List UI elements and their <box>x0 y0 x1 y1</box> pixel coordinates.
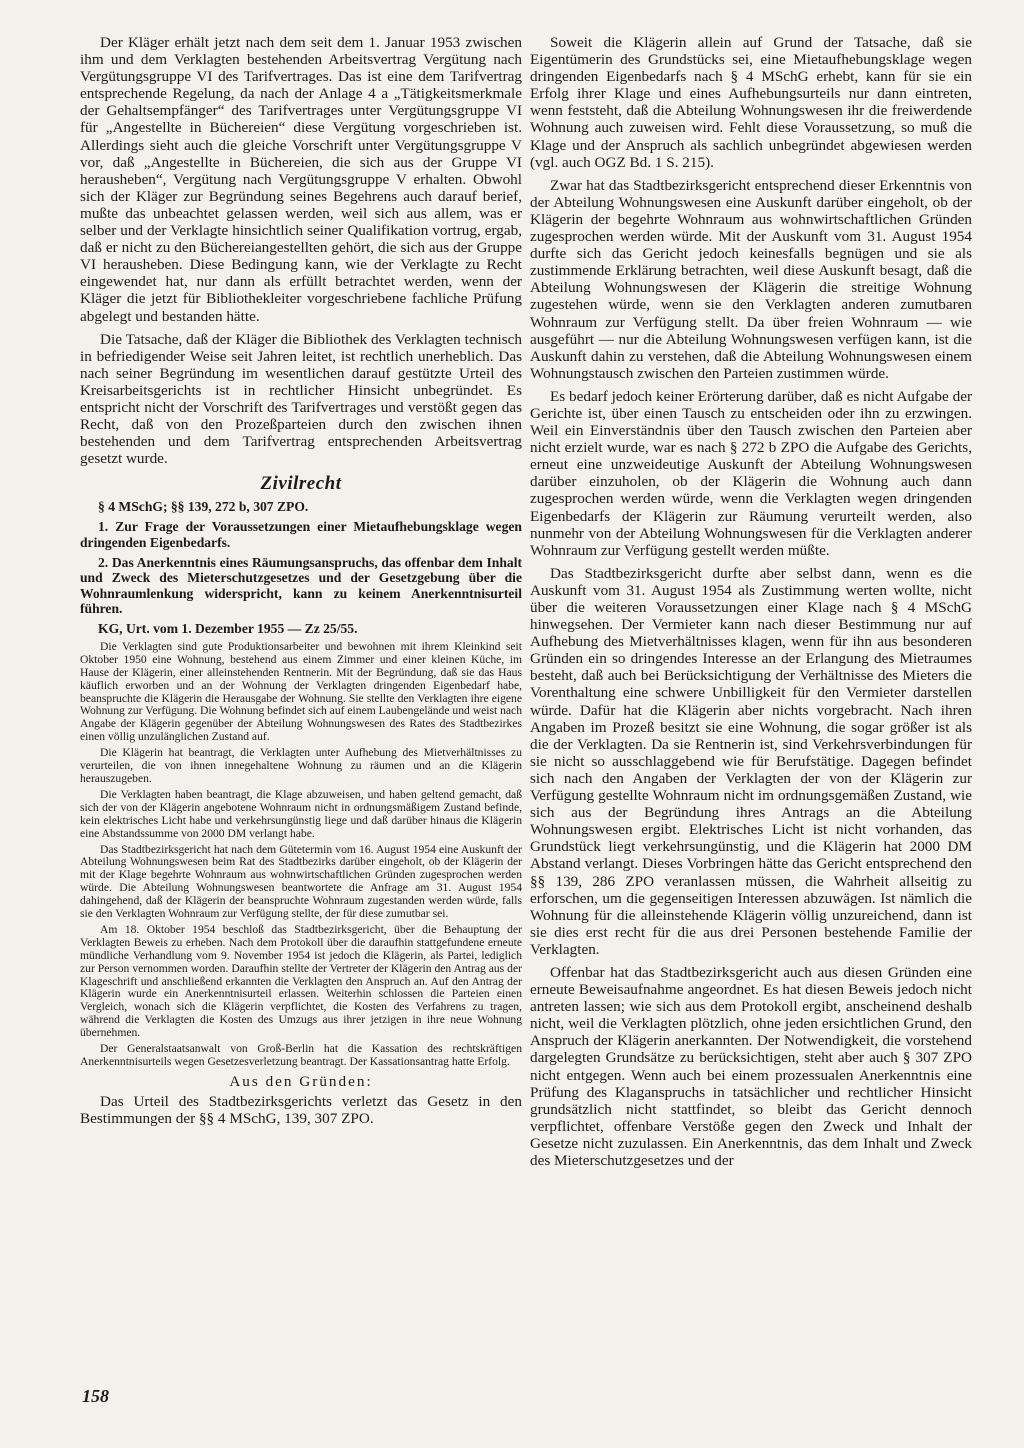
headnote: 2. Das Anerkenntnis eines Räumungsanspruchs, das offenbar dem Inhalt und Zweck des Mieterschutzgesetzes und der Gesetzgebung über die Wohnraumlenkung widerspricht, kann zu keinem Anerkenntnisurteil führen. <box>80 554 522 617</box>
paragraph: Die Tatsache, daß der Kläger die Bibliothek des Verklagten technisch in befriedigender Weise seit Jahren leitet, ist rechtlich unerheblich. Das nach seiner Begründung im wesentlichen darauf gestützte Urteil des Kreisarbeitsgerichts ist in rechtlicher Hinsicht unbegründet. Es entspricht nicht der Vorschrift des Tarifvertrages und verstößt gegen das Recht, daß von den Prozeßparteien durch den zwischen ihnen bestehenden und dem Tarifvertrag entsprechenden Arbeitsvertrag gesetzt wurde. <box>80 330 522 468</box>
paragraph: Die Verklagten sind gute Produktionsarbeiter und bewohnen mit ihrem Kleinkind seit Oktober 1950 eine Wohnung, bestehend aus einem Zimmer und einer kleinen Küche, im Hause der Klägerin, einer alleinstehenden Rentnerin. Mit der Begründung, daß sie das Haus käuflich erworben und an der Wohnung der Verklagten dringenden Eigenbedarf habe, beanspruchte die Klägerin die Herausgabe der Wohnung. Sie stellte den Verklagten ihre eigene Wohnung zur Verfügung. Die Wohnung befindet sich auf einem Laubengelände und weist nach Angabe der Klägerin gegenüber der Abteilung Wohnungswesen des Rates des Stadtbezirkes einen völlig unzulänglichen Zustand auf. <box>80 639 522 744</box>
paragraph: Offenbar hat das Stadtbezirksgericht auch aus diesen Gründen eine erneute Beweisaufnahme angeordnet. Es hat diesen Beweis jedoch nicht antreten lassen; wie sich aus dem Protokoll ergibt, anscheinend deshalb nicht, weil die Verklagten plötzlich, ohne jeden ersichtlichen Grund, den Anspruch der Klägerin anerkannten. Der Notwendigkeit, die vorstehend dargelegten Grundsätze zu berücksichtigen, steht aber auch § 307 ZPO nicht entgegen. Wenn auch bei einem prozessualen Anerkenntnis eine Prüfung des Klaganspruchs in tatsächlicher und rechtlicher Hinsicht grundsätzlich nicht stattfindet, so bleibt das Gericht dennoch verpflichtet, offenbare Verstöße gegen den Zweck und Inhalt der Gesetze nicht zuzulassen. Ein Anerkenntnis, das dem Inhalt und Zweck des Mieterschutzgesetzes und der <box>530 963 972 1169</box>
paragraph: Die Klägerin hat beantragt, die Verklagten unter Aufhebung des Mietverhältnisses zu verurteilen, die von ihnen innegehaltene Wohnung zu räumen und an die Klägerin herauszugeben. <box>80 746 522 785</box>
facts-text <box>80 641 522 1069</box>
decision-citation: KG, Urt. vom 1. Dezember 1955 — Zz 25/55. <box>98 620 358 636</box>
paragraph: Das Stadtbezirksgericht hat nach dem Gütetermin vom 16. August 1954 eine Auskunft der Abteilung Wohnungswesen beim Rat des Stadtbezirks darüber eingeholt, ob der Klägerin der mit der Klage begehrte Wohnraum aus wohnwirtschaftlichen Gründen zugesprochen werden würde. Die Abteilung Wohnungswesen beantwortete die Anfrage am 31. August 1954 dahingehend, daß der Klägerin der beanspruchte Wohnraum zugestanden werden würde, falls sie den Verklagten Wohnraum zur Verfügung stellte, der für diese zumutbar sei. <box>80 842 522 921</box>
paragraph: Der Generalstaatsanwalt von Groß-Berlin hat die Kassation des rechtskräftigen Anerkenntnisurteils wegen Gesetzesverletzung beantragt. Der Kassationsantrag hatte Erfolg. <box>80 1042 522 1068</box>
section-title: Zivilrecht <box>260 473 342 495</box>
paragraph: Die Verklagten haben beantragt, die Klage abzuweisen, und haben geltend gemacht, daß sich der von der Klägerin angebotene Wohnraum nicht in ordnungsmäßigem Zustand befinde, kein elektrisches Licht habe und verkehrsungünstig liege und daß darüber hinaus die Klägerin eine Abstandssumme von 2000 DM verlangt habe. <box>80 787 522 840</box>
grounds-heading: Aus den Gründen: <box>229 1072 373 1090</box>
paragraph: Das Stadtbezirksgericht durfte aber selbst dann, wenn es die Auskunft vom 31. August 1954 als Zustimmung werten wollte, nicht über die weiteren Voraussetzungen einer Klage nach § 4 MSchG hinwegsehen. Der Vermieter kann nach dieser Bestimmung nur auf Aufhebung des Mietverhältnisses klagen, wenn für ihn aus besonderen Gründen ein so dringendes Interesse an der Erlangung des Mietraumes besteht, daß auch bei Berücksichtigung der Verhältnisse des Mieters die Vorenthaltung eine schwere Unbilligkeit für den Vermieter darstellen würde. Dafür hat die Klägerin aber nichts vorgebracht. Nach ihren Angaben im Prozeß besitzt sie eine Wohnung, die sogar größer ist als die der Verklagten. Da sie Rentnerin ist, sind Verkehrsverbindungen für sie nicht so ausschlaggebend wie für Berufstätige. Dagegen befindet sich nach den Angaben der Verklagten der von der Klägerin zur Verfügung gestellte Wohnraum nicht im ordnungsgemäßen Zustand, wie sich aus der Begründung ihres Antrags an die Abteilung Wohnungswesen ergibt. Elektrisches Licht ist nicht vorhanden, das Grundstück liegt verkehrsungünstig, und die Klägerin hat 2000 DM Abstand verlangt. Dieses Vorbringen hätte das Gericht entsprechend den §§ 139, 286 ZPO veranlassen müssen, die Wahrheit allseitig zu erforschen, um die gegenseitigen Interessen abzuwägen. Ist nämlich die Wohnung für die alleinstehende Klägerin völlig unzureichend, dann ist sie dies erst recht für die aus drei Personen bestehende Familie der Verklagten. <box>530 564 972 958</box>
left-column <box>80 34 522 1127</box>
paragraph: Der Kläger erhält jetzt nach dem seit dem 1. Januar 1953 zwischen ihm und dem Verklagten bestehenden Arbeitsvertrag Vergütung nach Vergütungsgruppe VI des Tarifvertrages. Das ist eine dem Tarifvertrag entsprechende Regelung, da nach der Anlage 4 a „Tätigkeitsmerkmale der Gehaltsempfänger“ des Tarifvertrages unter Vergütungsgruppe VI für „Angestellte in Büchereien“ diese Vergütung vorgeschrieben ist. Allerdings sieht auch die gleiche Vorschrift unter Vergütungsgruppe V vor, daß „Angestellte in Büchereien, die sich aus der Gruppe VI herausheben“, Vergütung nach Vergütungsgruppe V erhalten. Obwohl sich der Kläger zur Begründung seines Begehrens auch darauf berief, mußte das unbeachtet gelassen werden, weil sich aus allem, was er selber und der Verklagte hinsichtlich seiner Qualifikation vortrug, ergab, daß er nicht zu den Büchereiangestellten gehört, die sich aus der Gruppe VI herausheben. Diese Bedingung kann, wie der Verklagte zu Recht eingewendet hat, nur dann als erfüllt betrachtet werden, wenn der Kläger die jetzt für Bibliothekleiter vorgeschriebene fachliche Prüfung abgelegt und bestanden hätte. <box>80 34 522 325</box>
left-intro-text <box>80 34 522 467</box>
headnote: 1. Zur Frage der Voraussetzungen einer Mietaufhebungsklage wegen dringenden Eigenbedarfs. <box>80 519 522 550</box>
right-column <box>530 34 972 1175</box>
paragraph: Am 18. Oktober 1954 beschloß das Stadtbezirksgericht, über die Behauptung der Verklagten Beweis zu erheben. Nach dem Protokoll über die daraufhin stattgefundene erneute mündliche Verhandlung vom 9. November 1954 ist jedoch die Klägerin, als Partei, lediglich zur Person vernommen worden. Daraufhin stellte der Vertreter der Klägerin den Antrag aus der Klageschrift und anschließend erkannten die Verklagten den Anspruch an. Auf den Antrag der Klägerin wurde ein Anerkenntnisurteil erlassen. Weiterhin schlossen die Parteien einen Vergleich, wonach sich die Klägerin verpflichtet, die Kosten des Verfahrens zu tragen, während die Verklagten die Kosten des Umzugs aus ihrer jetzigen in ihre neue Wohnung übernehmen. <box>80 922 522 1040</box>
grounds-paragraph: Das Urteil des Stadtbezirksgerichts verletzt das Gesetz in den Bestimmungen der §§ 4 MSchG, 139, 307 ZPO. <box>80 1092 522 1127</box>
paragraph: Es bedarf jedoch keiner Erörterung darüber, daß es nicht Aufgabe der Gerichte ist, über einen Tausch zu entscheiden oder ihn zu erzwingen. Weil ein Einverständnis über den Tausch zwischen den Parteien aber nicht erzielt wurde, war es nach § 272 b ZPO die Aufgabe des Gerichts, erneut eine unzweideutige Auskunft der Abteilung Wohnungswesen darüber einzuholen, ob der Klägerin die Wohnung auch dann zugesprochen werden würde, wenn die Verklagten wegen dringenden Eigenbedarfs der Klägerin zur Räumung verurteilt werden, also nunmehr von der Abteilung Wohnungswesen für die Verklagten anderer Wohnraum zur Verfügung gestellt werden müßte. <box>530 387 972 559</box>
paragraph: Zwar hat das Stadtbezirksgericht entsprechend dieser Erkenntnis von der Abteilung Wohnungswesen eine Auskunft darüber eingeholt, ob der Klägerin der begehrte Wohnraum aus wohnwirtschaftlichen Gründen zugesprochen werden würde. Mit der Auskunft vom 31. August 1954 durfte sich das Gericht jedoch keinesfalls begnügen und sie als zustimmende Erklärung betrachten, weil diese Auskunft besagt, daß die Abteilung Wohnungswesen der Klägerin die streitige Wohnung zugestehen würde, wenn sie den Verklagten anderen zumutbaren Wohnraum zur Verfügung stellt. Da über freien Wohnraum — wie ausgeführt — nur die Abteilung Wohnungswesen verfügen kann, ist die Auskunft dahin zu verstehen, daß die Abteilung Wohnungswesen einem Wohnungstausch zwischen den Parteien zustimmen würde. <box>530 176 972 382</box>
paragraph: Soweit die Klägerin allein auf Grund der Tatsache, daß sie Eigentümerin des Grundstücks sei, eine Mietaufhebungsklage wegen dringenden Eigenbedarfs nach § 4 MSchG erhebt, kann für sie ein Erfolg ihrer Klage und eines Aufhebungsurteils nur dann eintreten, wenn feststeht, daß die Abteilung Wohnungswesen ihr die freiwerdende Wohnung auch zuweisen wird. Fehlt diese Voraussetzung, so muß die Klage und der Anspruch als sachlich unbegründet abgewiesen werden (vgl. auch OGZ Bd. 1 S. 215). <box>530 34 972 171</box>
right-text <box>530 34 972 1169</box>
page-number: 158 <box>82 1386 109 1406</box>
cited-norms: § 4 MSchG; §§ 139, 272 b, 307 ZPO. <box>98 499 309 515</box>
